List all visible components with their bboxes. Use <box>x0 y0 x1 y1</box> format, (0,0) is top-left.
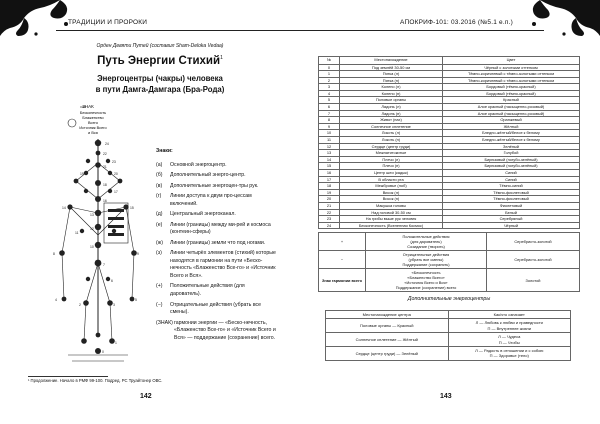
table-cell: Тёмно-фиолетовый <box>443 189 580 196</box>
table-row <box>326 319 571 333</box>
legend-item: (д) Центральный энергоканал. <box>156 211 236 218</box>
table-row <box>319 170 580 177</box>
chakra-body-diagram <box>48 103 148 371</box>
table-row <box>319 202 580 209</box>
table-cell: «Бесконечность «Блаженство Всего» «Источник Всего и Вся» Поддержание (сохранение) всего <box>366 268 487 291</box>
legend-item: (ЗНАК) гармонии энергии — «Беско-нечность, «Блаженство Все-го» и «Источник Всего и Вся» — поддержание (сохранение) всего. <box>156 319 276 341</box>
top-right-ornament <box>522 0 600 44</box>
diagram-legend <box>156 148 276 345</box>
table-cell: Пятка (п) <box>340 77 443 84</box>
diagram-top-line: Бесконечность <box>79 111 107 115</box>
page-number-left: 142 <box>140 393 152 400</box>
table-cell: Колено (л) <box>340 84 443 91</box>
legend-item: (−) Отрицательные действия (убрать все смены). <box>156 301 262 316</box>
diagram-number: 5 <box>135 298 137 302</box>
table-row <box>319 189 580 196</box>
diagram-top-labels <box>79 104 106 135</box>
table-cell: На грибы выше рук человек <box>340 216 443 223</box>
column-header: Цвет <box>443 57 580 65</box>
table-cell: Жёлтый <box>443 123 580 130</box>
table-cell: Пятка (л) <box>340 71 443 78</box>
table-cell: Алое красный (насыщенно-розовый) <box>443 110 580 117</box>
table-cell: Тёмно-фиолетовый <box>443 196 580 203</box>
table-cell: Бордовый (тёмно-красный) <box>443 84 580 91</box>
table-cell: Под землёй 30-50 см <box>340 64 443 71</box>
table-header-row <box>319 57 580 65</box>
table-cell: Л — Радость в отношении и с собою П — Здоровье (тело) <box>448 346 571 360</box>
diagram-number: 10 <box>90 245 94 249</box>
table-cell: 9 <box>319 123 340 130</box>
legend-item: (з) Линии четырёх элементов (стихий) которые находятся в гармонии на пути «Беско-нечность «Блаженство Все-го» и «Источник Всего и Вся». <box>156 250 276 279</box>
table-cell: Бледно-жёлтый/белое к белому <box>443 130 580 137</box>
table-cell: Л — Чудеса П — Чтобы <box>448 333 571 347</box>
diagram-number: 19 <box>80 172 84 176</box>
diagram-number: 9 <box>137 252 139 256</box>
table-cell: 7 <box>319 110 340 117</box>
table-row <box>319 104 580 111</box>
diagram-number: 23 <box>112 160 116 164</box>
table-row <box>319 123 580 130</box>
table-cell: Локоть (п) <box>340 137 443 144</box>
table-cell: 18 <box>319 183 340 190</box>
table-row <box>319 209 580 216</box>
table-cell: − <box>319 250 366 268</box>
legend-heading: Знаки: <box>156 148 173 154</box>
table-row <box>319 64 580 71</box>
table-cell: 10 <box>319 130 340 137</box>
column-header: Как/что означает <box>448 311 571 319</box>
table-cell: Красный <box>443 97 580 104</box>
diagram-number: 1 <box>115 341 117 345</box>
legend-item: (а) Основной энергоцентр. <box>156 161 227 168</box>
table-cell: 21 <box>319 202 340 209</box>
actions-table <box>318 229 580 292</box>
diagram-top-line: и Вся <box>88 131 98 135</box>
diagram-number: 24 <box>105 142 109 146</box>
diagram-number: 0 <box>102 350 104 354</box>
legend-item: (е) Линии (границы) между ми-рей и космоса (контеин-сферы) <box>156 221 271 236</box>
table-cell: Бордовый (тёмно-красный) <box>443 90 580 97</box>
table-row <box>319 216 580 223</box>
diagram-number: 3 <box>113 303 115 307</box>
chakra-color-table <box>318 56 580 229</box>
table-cell: 23 <box>319 216 340 223</box>
table-row <box>319 77 580 84</box>
diagram-number: 14 <box>62 206 66 210</box>
table-cell: Колено (п) <box>340 90 443 97</box>
table-cell: 24 <box>319 222 340 229</box>
table-cell: Чёрный с золотыми оттенком <box>443 64 580 71</box>
table-cell: 16 <box>319 170 340 177</box>
table-cell: Половые органы — Красный <box>326 319 449 333</box>
table-cell: Висок (л) <box>340 189 443 196</box>
table-cell: Плечо (л) <box>340 156 443 163</box>
table-cell: 8 <box>319 117 340 124</box>
running-header: ТРАДИЦИИ И ПРОРОКИ <box>68 19 148 26</box>
table-cell: 20 <box>319 196 340 203</box>
table-cell: Живот (пах) <box>340 117 443 124</box>
header-rule <box>300 30 544 31</box>
table-cell: Бесконечность (Вселенная Космос) <box>340 222 443 229</box>
table-cell: Бирюзовый (голубо-зелёный) <box>443 163 580 170</box>
table-cell: Межбровье (лоб) <box>340 183 443 190</box>
table-cell: 14 <box>319 156 340 163</box>
table-cell: Бледно-жёлтый/белое к белому <box>443 137 580 144</box>
diagram-number: 21 <box>103 165 107 169</box>
diagram-number: 20 <box>114 172 118 176</box>
table-cell: 1 <box>319 71 340 78</box>
table-cell: Межпатитокитые <box>340 150 443 157</box>
diagram-number: 16 <box>103 199 107 203</box>
table-row <box>319 130 580 137</box>
table-row <box>319 97 580 104</box>
diagram-top-line: Всего <box>88 121 98 125</box>
column-header: Местонахождение центра <box>326 311 449 319</box>
top-left-ornament <box>0 0 78 44</box>
table-cell: Половые органы <box>340 97 443 104</box>
header-rule <box>56 30 300 31</box>
table-row <box>319 71 580 78</box>
table-cell: Сердце (центр груди) <box>340 143 443 150</box>
table-row <box>319 117 580 124</box>
diagram-number: 7 <box>103 263 105 267</box>
table-row <box>319 150 580 157</box>
table-cell: 15 <box>319 163 340 170</box>
table-cell: Бирюзовый (голубо-зелёный) <box>443 156 580 163</box>
table-cell: + <box>319 232 366 250</box>
table-cell: Тёмно-синий <box>443 183 580 190</box>
table-cell: 19 <box>319 189 340 196</box>
column-header: № <box>319 57 340 65</box>
column-header: Местонахождение <box>340 57 443 65</box>
table-cell: Золотой <box>487 268 580 291</box>
diagram-number: 18 <box>103 183 107 187</box>
article-subtitle: Энергоцентры (чакры) человека в пути Дамга-Дамгара (Бра-Рода) <box>95 74 225 94</box>
table-cell: 3 <box>319 84 340 91</box>
table-row <box>319 137 580 144</box>
table-cell: 11 <box>319 137 340 144</box>
table-cell: Серебристо-золотой <box>487 232 580 250</box>
diagram-number: 8 <box>53 252 55 256</box>
table-cell: Синий <box>443 176 580 183</box>
article-title: Путь Энергии Стихий$^1$ <box>97 55 223 67</box>
table-cell: Оранжевый <box>443 117 580 124</box>
diagram-number: 11 <box>75 231 79 235</box>
table-cell: Локоть (л) <box>340 130 443 137</box>
table-cell: Солнечное сплетение <box>340 123 443 130</box>
table-cell: 17 <box>319 176 340 183</box>
table-row <box>319 84 580 91</box>
table-cell: Тёмно-коричневый с тёмно-золотыми оттенком <box>443 71 580 78</box>
table-row <box>319 183 580 190</box>
table-row <box>319 90 580 97</box>
article-byline: Орден Девяти Путей (составил Sham-Deloka Vedaa) <box>96 43 224 49</box>
table-row <box>326 346 571 360</box>
table-cell: 22 <box>319 209 340 216</box>
diagram-number: 13 <box>90 213 94 217</box>
diagram-sign-label: ЗНАК <box>82 104 94 109</box>
table-cell: Знак гармонии всего <box>319 268 366 291</box>
diagram-top-line: Источник Всего <box>79 126 107 130</box>
table-cell: 5 <box>319 97 340 104</box>
table-cell: Фиолетовый <box>443 202 580 209</box>
table-row <box>319 222 580 229</box>
page-number-right: 143 <box>440 393 452 400</box>
table-header-row <box>326 311 571 319</box>
additional-centers-table <box>325 310 571 361</box>
legend-item: (г) Линии доступа к двум про-цессам включений. <box>156 193 252 207</box>
diagram-number: 22 <box>103 152 107 156</box>
table-cell: 0 <box>319 64 340 71</box>
table-row <box>319 143 580 150</box>
table-row <box>319 268 580 291</box>
table-cell: Серебристо-золотой <box>487 250 580 268</box>
diagram-number: 2 <box>79 303 81 307</box>
diagram-number: 6 <box>111 279 113 283</box>
table-cell: Тёмно-коричневый с тёмно-золотыми оттенком <box>443 77 580 84</box>
table-row <box>319 156 580 163</box>
table-cell: Ладонь (л) <box>340 104 443 111</box>
table-cell: Положительные действия (для дарователь) Созидание (творить) <box>366 232 487 250</box>
running-header: АПОКРИФ-101: 03.2016 (№5.1 е.п.) <box>400 19 513 26</box>
table-row <box>326 333 571 347</box>
diagram-number: 17 <box>114 190 118 194</box>
additional-centers-title: Дополнительные энергоцентры <box>407 296 491 302</box>
table-cell: Синий <box>443 170 580 177</box>
table-cell: Голубой <box>443 150 580 157</box>
table-cell: Солнечное сплетение — Жёлтый <box>326 333 449 347</box>
footnote-mark: 1 <box>220 55 223 62</box>
table-cell: 4 <box>319 90 340 97</box>
table-cell: 12 <box>319 143 340 150</box>
table-cell: Сердце (центр груди) — Зелёный <box>326 346 449 360</box>
table-cell: Плечо (п) <box>340 163 443 170</box>
table-row <box>319 250 580 268</box>
table-cell: Белый <box>443 209 580 216</box>
table-cell: Висок (п) <box>340 196 443 203</box>
diagram-number: 15 <box>130 206 134 210</box>
legend-item: (в) Дополнительные энергоцен-тры рук. <box>156 182 259 189</box>
table-cell: 13 <box>319 150 340 157</box>
table-cell: Алое красный (насыщенно-розовый) <box>443 104 580 111</box>
table-cell: Л — Любовь к любви и праведности П — Внутреннее жизни <box>448 319 571 333</box>
table-cell: Ладонь (п) <box>340 110 443 117</box>
legend-item: (ж) Линии (границы) земли что под ногами. <box>156 239 266 246</box>
table-cell: 6 <box>319 104 340 111</box>
table-row <box>319 232 580 250</box>
diagram-top-line: Блаженство <box>82 116 104 120</box>
table-row <box>319 176 580 183</box>
table-row <box>319 110 580 117</box>
footnote-rule <box>28 376 108 377</box>
legend-item: (б) Дополнительный энерго-центр. <box>156 172 246 179</box>
table-cell: В области рта <box>340 176 443 183</box>
table-cell: Отрицательные действия (убрать все смены) Поддержание (сохранять) <box>366 250 487 268</box>
table-cell: Макушка головы <box>340 202 443 209</box>
footnote: ¹ Продолжение. Начало в РМФ 99-100. Подред. РС Труайтонер ОВС. <box>28 378 163 383</box>
table-row <box>319 196 580 203</box>
legend-item: (+) Положительные действия (для дарователь). <box>156 283 245 297</box>
table-cell: Центр шеи (кадык) <box>340 170 443 177</box>
diagram-number: 12 <box>90 227 94 231</box>
table-row <box>319 163 580 170</box>
table-cell: Над головой 30-50 см <box>340 209 443 216</box>
table-cell: Серебряный <box>443 216 580 223</box>
diagram-number: 4 <box>55 298 57 302</box>
table-cell: Зелёный <box>443 143 580 150</box>
table-cell: Чёрный <box>443 222 580 229</box>
table-cell: 2 <box>319 77 340 84</box>
